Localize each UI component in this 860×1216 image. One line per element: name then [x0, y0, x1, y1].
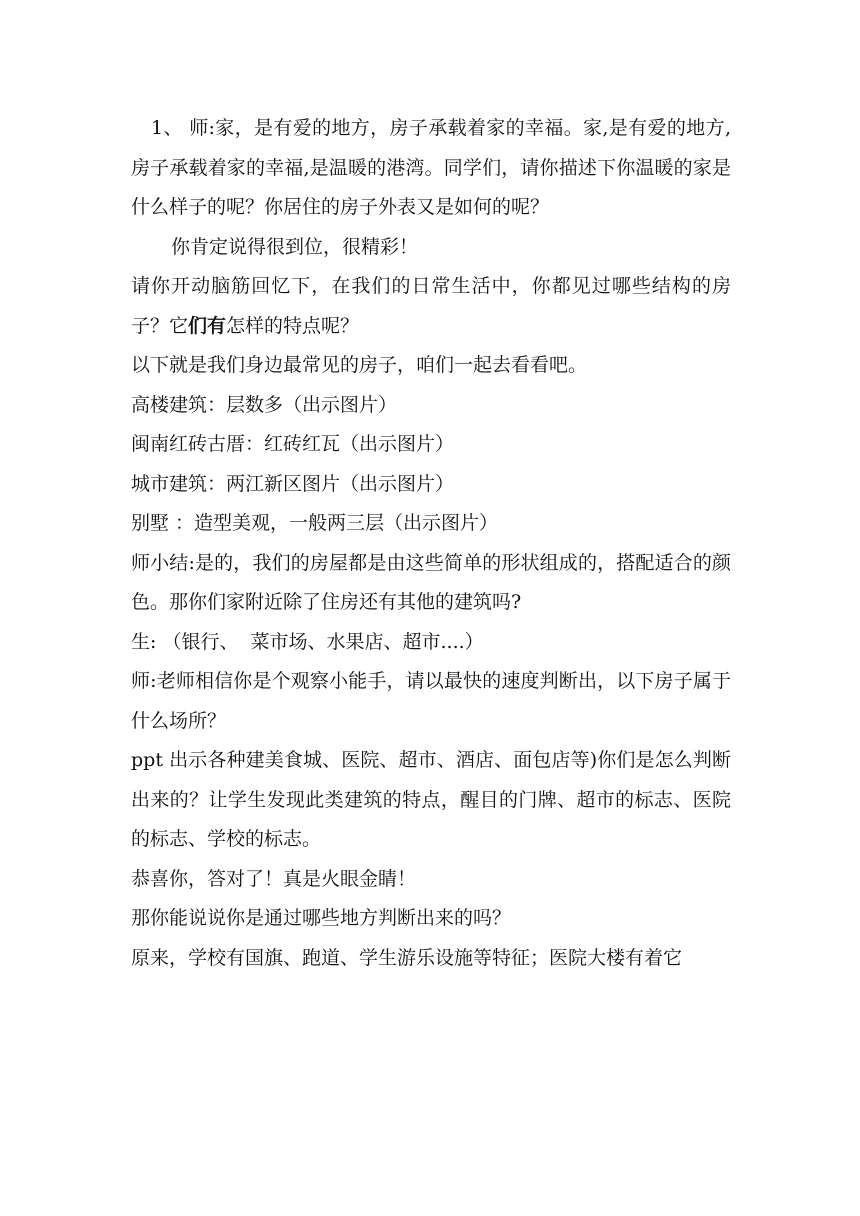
paragraph-ppt: ppt 出示各种建美食城、医院、超市、酒店、面包店等)你们是怎么判断出来的？让学生发现此类建筑的特点，醒目的门牌、超市的标志、医院的标志、学校的标志。 [131, 749, 731, 850]
paragraph-teacher-summary: 师小结:是的，我们的房屋都是由这些简单的形状组成的，搭配适合的颜色。那你们家附近除了住房还有其他的建筑吗? [131, 551, 731, 613]
paragraph-question-structures [131, 267, 731, 346]
document-body [131, 109, 731, 978]
paragraph-intro: 1、 师:家，是有爱的地方，房子承载着家的幸福。家,是有爱的地方,房子承载着家的幸福,是温暖的港湾。同学们，请你描述下你温暖的家是什么样子的呢？你居住的房子外表又是如何的呢？ [131, 117, 731, 218]
paragraph-common-houses: 以下就是我们身边最常见的房子，咱们一起去看看吧。 [131, 354, 588, 376]
text-run: 请你开动脑筋回忆下，在我们的日常生活中，你都见过哪些结构的房子？它 [131, 275, 731, 337]
paragraph-villa: 别墅 ：造型美观，一般两三层（出示图片） [131, 512, 499, 534]
paragraph-high-rise: 高楼建筑：层数多（出示图片） [131, 393, 398, 416]
paragraph-teacher-observe: 师:老师相信你是个观察小能手，请以最快的速度判断出，以下房子属于什么场所？ [131, 670, 731, 732]
paragraph-features: 原来，学校有国旗、跑道、学生游乐设施等特征；医院大楼有着它 [131, 946, 683, 969]
paragraph-student-answer: 生: （银行、 菜市场、水果店、超市....） [131, 630, 484, 653]
paragraph-red-brick: 闽南红砖古厝：红砖红瓦（出示图片） [131, 433, 455, 455]
paragraph-city-building: 城市建筑：两江新区图片（出示图片） [131, 472, 455, 495]
text-run: 怎样的特点呢？ [226, 314, 360, 337]
paragraph-how-judge: 那你能说说你是通过哪些地方判断出来的吗？ [131, 907, 512, 929]
paragraph-congrats: 恭喜你，答对了！真是火眼金睛！ [131, 867, 417, 890]
paragraph-praise: 你肯定说得很到位，很精彩！ [171, 235, 419, 258]
text-run-bold: 们有 [188, 314, 227, 337]
